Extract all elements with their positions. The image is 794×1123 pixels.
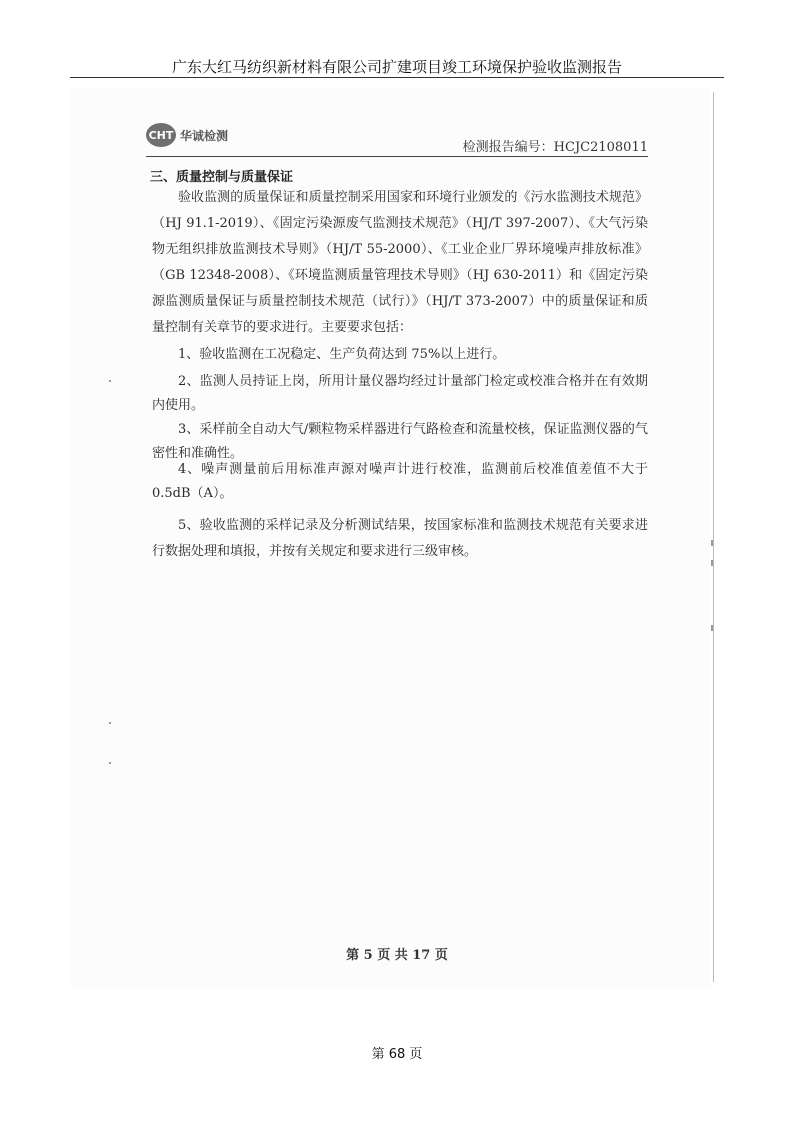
requirement-item: 1、验收监测在工况稳定、生产负荷达到 75%以上进行。 [178,347,506,362]
requirement-item: 3、采样前全自动大气/颗粒物采样器进行气路检查和流量校核，保证监测仪器的气密性和准确性。 [152,422,648,461]
running-header: 广东大红马纺织新材料有限公司扩建项目竣工环境保护验收监测报告 [171,58,622,76]
scan-edge-mark [109,762,111,764]
requirement-item: 5、验收监测的采样记录及分析测试结果，按国家标准和监测技术规范有关要求进行数据处理和填报，并按有关规定和要求进行三级审核。 [152,518,648,559]
header-divider [70,77,724,78]
inner-page-number: 第 5 页 共 17 页 [346,948,448,963]
report-divider [146,156,648,157]
requirement-item: 4、噪声测量前后用标准声源对噪声计进行校准，监测前后校准值差值不大于 0.5dB（A）。 [152,462,648,501]
logo-text: 华诚检测 [180,128,229,143]
scan-edge-mark [711,560,713,566]
section-title: 三、质量控制与质量保证 [150,170,294,185]
scan-edge [713,92,714,982]
intro-paragraph: 验收监测的质量保证和质量控制采用国家和环境行业颁发的《污水监测技术规范》（HJ 91.1-2019）、《固定污染源废气监测技术规范》（HJ/T 397-2007）、《大气污染物无组织排放监测技术导则》（HJ/T 55-2000）、《工业企业厂界环境噪声排放标准》（GB 12348-2008）、《环境监测质量管理技术导则》（HJ 630-2011）和《固定污染源监测质量保证与质量控制技术规范（试行）》（HJ/T 373-2007）中的质量保证和质量控制有关章节的要求进行。主要要求包括： [152,190,648,335]
logo-mark-icon: CHT [146,123,176,147]
scan-edge-mark [109,722,111,724]
scan-edge-mark [711,540,713,546]
requirement-item: 2、监测人员持证上岗，所用计量仪器均经过计量部门检定或校准合格并在有效期内使用。 [152,374,648,413]
company-logo [146,122,228,148]
scan-edge-mark [711,625,713,631]
report-number: 检测报告编号：HCJC2108011 [462,140,648,155]
scan-edge-mark [109,380,111,382]
outer-page-number: 第 68 页 [371,1047,423,1062]
